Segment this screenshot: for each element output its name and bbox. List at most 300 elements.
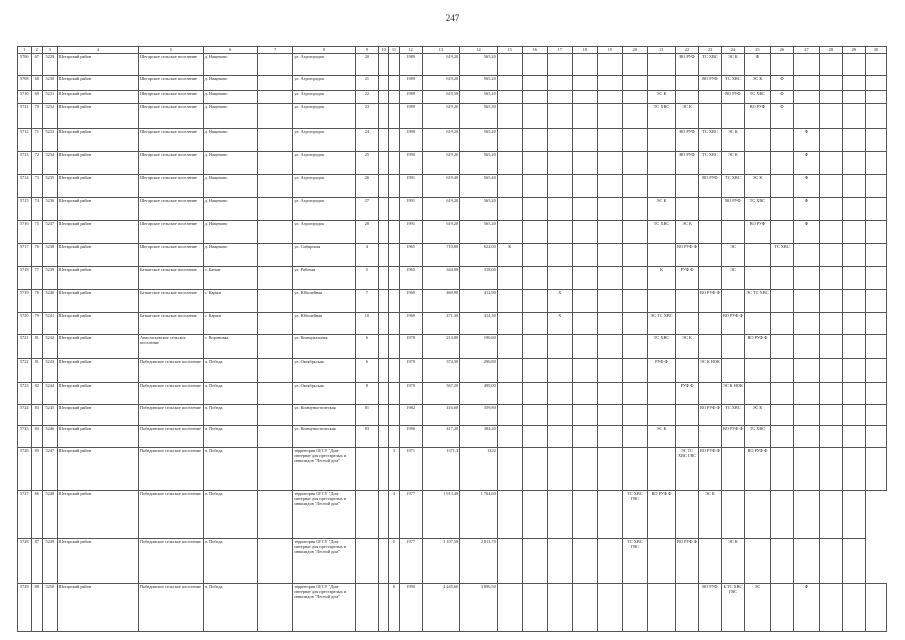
table-cell: ВО РУФ: [744, 221, 770, 244]
table-cell: [389, 313, 399, 335]
table-cell: 469,90: [422, 290, 460, 313]
table-cell: [865, 267, 886, 290]
table-cell: [497, 405, 522, 426]
table-cell: 7: [355, 290, 378, 313]
table-cell: 5248: [43, 491, 58, 539]
table-cell: [257, 175, 292, 198]
table-cell: [793, 491, 819, 539]
table-cell: 5240: [43, 290, 58, 313]
table-cell: [522, 383, 547, 405]
table-cell: ул. Коммунальная: [293, 335, 356, 359]
table-cell: 1969: [399, 313, 422, 335]
table-cell: Анастасьевское сельское поселение: [138, 335, 203, 359]
table-cell: ВО РУФ Ф: [676, 244, 699, 267]
table-cell: [819, 175, 842, 198]
table-cell: 565,40: [460, 175, 498, 198]
table-cell: [522, 76, 547, 91]
table-cell: 318,60: [460, 267, 498, 290]
table-cell: ЭС ТС ХВС: [744, 290, 770, 313]
table-cell: [676, 313, 699, 335]
table-row: [18, 54, 887, 76]
table-cell: [597, 539, 622, 584]
table-cell: [770, 584, 793, 632]
table-cell: 1989: [399, 54, 422, 76]
table-cell: 565,20: [460, 129, 498, 152]
table-cell: [378, 267, 388, 290]
table-cell: ВО РУФ Ф: [744, 335, 770, 359]
table-cell: [676, 491, 699, 539]
table-cell: [770, 54, 793, 76]
table-cell: [744, 359, 770, 383]
table-cell: [378, 175, 388, 198]
table-cell: ВО РУФ Ф: [676, 539, 699, 584]
table-cell: [676, 426, 699, 448]
table-cell: Шегарский район: [57, 175, 138, 198]
table-cell: [257, 267, 292, 290]
table-cell: 88: [31, 584, 42, 632]
table-cell: [819, 359, 842, 383]
table-cell: Ф: [793, 198, 819, 221]
table-cell: [819, 290, 842, 313]
table-cell: [819, 104, 842, 129]
table-cell: 6: [355, 335, 378, 359]
table-cell: [842, 584, 865, 632]
table-cell: 565,20: [460, 152, 498, 175]
table-cell: [497, 152, 522, 175]
table-cell: Баткатское сельское поселение: [138, 313, 203, 335]
table-cell: ЭС ТС ХВС ГВС: [676, 448, 699, 491]
table-row: [18, 448, 887, 491]
table-cell: [597, 244, 622, 267]
table-cell: [865, 313, 886, 335]
table-cell: ЭС: [721, 267, 744, 290]
column-header: 16: [522, 47, 547, 54]
table-cell: ул. Агрогородок: [293, 152, 356, 175]
table-cell: [522, 91, 547, 104]
table-cell: [842, 359, 865, 383]
table-cell: ЭС К: [721, 539, 744, 584]
table-cell: [793, 104, 819, 129]
table-cell: [770, 539, 793, 584]
table-cell: 79: [31, 313, 42, 335]
table-cell: 1 913,40: [422, 491, 460, 539]
table-cell: 1982: [399, 405, 422, 426]
table-cell: [676, 175, 699, 198]
table-cell: 619,20: [422, 221, 460, 244]
table-cell: [622, 405, 647, 426]
table-cell: [865, 175, 886, 198]
table-cell: 5719: [18, 290, 32, 313]
table-cell: Побединское сельское поселение: [138, 448, 203, 491]
table-cell: [497, 584, 522, 632]
table-cell: ул. Агрогородок: [293, 104, 356, 129]
table-cell: [770, 267, 793, 290]
table-cell: [389, 359, 399, 383]
table-cell: 5243: [43, 359, 58, 383]
table-cell: [522, 129, 547, 152]
table-cell: [842, 221, 865, 244]
table-cell: [622, 104, 647, 129]
table-cell: ЭС К: [676, 221, 699, 244]
table-cell: ВО РУФ: [721, 91, 744, 104]
table-cell: [819, 152, 842, 175]
table-cell: ЭС К: [744, 76, 770, 91]
table-cell: 619,20: [422, 152, 460, 175]
table-cell: [572, 405, 597, 426]
table-cell: 619,20: [422, 129, 460, 152]
table-cell: К: [647, 267, 675, 290]
table-cell: [865, 129, 886, 152]
table-cell: Шегарский район: [57, 91, 138, 104]
table-cell: [547, 198, 572, 221]
table-cell: д. Нащеково: [203, 104, 257, 129]
table-cell: 1971: [399, 448, 422, 491]
table-cell: [378, 244, 388, 267]
table-cell: Шегарское сельское поселение: [138, 104, 203, 129]
table-cell: ВО РУФ: [676, 54, 699, 76]
table-cell: 5711: [18, 104, 32, 129]
table-cell: [865, 221, 886, 244]
table-cell: ВО РУФ Ф: [699, 405, 722, 426]
table-cell: [647, 175, 675, 198]
table-cell: [378, 152, 388, 175]
table-cell: [647, 244, 675, 267]
table-cell: ВО РУФ Ф: [744, 448, 770, 491]
table-cell: [842, 76, 865, 91]
column-header: 21: [647, 47, 675, 54]
table-cell: [572, 129, 597, 152]
table-cell: ЭС К НОК: [699, 359, 722, 383]
table-cell: [676, 91, 699, 104]
table-cell: ул. Октябрьская: [293, 383, 356, 405]
table-cell: 5727: [18, 491, 32, 539]
table-cell: ВО РУФ: [699, 76, 722, 91]
table-cell: 5241: [43, 313, 58, 335]
table-cell: Шегарское сельское поселение: [138, 54, 203, 76]
table-cell: [647, 152, 675, 175]
table-cell: [389, 405, 399, 426]
table-cell: 84: [31, 426, 42, 448]
table-cell: [622, 584, 647, 632]
table-cell: Ф: [744, 54, 770, 76]
table-row: [18, 405, 887, 426]
table-row: [18, 175, 887, 198]
table-cell: ул. Агрогородок: [293, 76, 356, 91]
table-cell: [497, 267, 522, 290]
table-cell: ул. Агрогородок: [293, 129, 356, 152]
table-cell: [744, 313, 770, 335]
table-cell: 384,20: [460, 426, 498, 448]
table-cell: [699, 198, 722, 221]
table-cell: Шегарское сельское поселение: [138, 198, 203, 221]
table-cell: [842, 152, 865, 175]
table-cell: [793, 426, 819, 448]
column-number-header: [18, 47, 887, 54]
table-cell: 4: [355, 244, 378, 267]
table-cell: [699, 313, 722, 335]
table-row: [18, 91, 887, 104]
table-cell: [793, 244, 819, 267]
table-cell: Шегарский район: [57, 54, 138, 76]
table-cell: [744, 244, 770, 267]
table-cell: с. Карым: [203, 290, 257, 313]
table-cell: [572, 76, 597, 91]
column-header: 2: [31, 47, 42, 54]
table-cell: [547, 584, 572, 632]
table-cell: [547, 244, 572, 267]
table-cell: [389, 175, 399, 198]
table-cell: [793, 383, 819, 405]
table-cell: [572, 244, 597, 267]
table-cell: 1989: [399, 104, 422, 129]
table-cell: ВО РУФ Ф: [721, 313, 744, 335]
table-cell: ЭС К: [647, 91, 675, 104]
table-cell: 75: [31, 221, 42, 244]
table-cell: территория ОГСУ "Дом-интернат для престарелых и инвалидов "Лесной дом": [293, 491, 356, 539]
table-cell: [647, 54, 675, 76]
table-cell: ВО РУФ: [699, 584, 722, 632]
column-header: 25: [744, 47, 770, 54]
table-cell: 5232: [43, 104, 58, 129]
table-cell: 1977: [399, 539, 422, 584]
table-cell: [819, 244, 842, 267]
table-row: [18, 152, 887, 175]
table-cell: 619,20: [422, 198, 460, 221]
table-cell: [770, 426, 793, 448]
table-cell: К: [497, 244, 522, 267]
table-cell: ЭС К НОК: [721, 383, 744, 405]
table-cell: 77: [31, 267, 42, 290]
table-cell: [522, 405, 547, 426]
column-header: 3: [43, 47, 58, 54]
table-cell: [389, 104, 399, 129]
table-cell: Шегарское сельское поселение: [138, 152, 203, 175]
table-cell: [770, 359, 793, 383]
table-cell: ТС ХВС: [721, 175, 744, 198]
table-cell: 69: [31, 91, 42, 104]
table-cell: 619,20: [422, 104, 460, 129]
table-cell: 619,40: [422, 175, 460, 198]
table-cell: [770, 129, 793, 152]
table-row: [18, 539, 887, 584]
table-cell: 565,20: [460, 76, 498, 91]
column-header: 29: [842, 47, 865, 54]
table-cell: [770, 448, 793, 491]
table-cell: п. Победа: [203, 359, 257, 383]
table-cell: Шегарский район: [57, 244, 138, 267]
table-cell: [721, 448, 744, 491]
table-cell: [819, 584, 842, 632]
table-cell: [647, 405, 675, 426]
table-cell: 5235: [43, 175, 58, 198]
table-cell: 190,60: [460, 335, 498, 359]
table-cell: Побединское сельское поселение: [138, 426, 203, 448]
table-cell: Ф: [770, 91, 793, 104]
table-cell: 87: [31, 539, 42, 584]
table-cell: 70: [31, 104, 42, 129]
table-cell: 1990: [399, 152, 422, 175]
table-cell: Шегарский район: [57, 405, 138, 426]
table-cell: [522, 152, 547, 175]
table-cell: ТС ХВС: [744, 198, 770, 221]
table-cell: Шегарский район: [57, 359, 138, 383]
table-cell: [865, 584, 886, 632]
table-cell: [819, 54, 842, 76]
table-cell: [597, 584, 622, 632]
table-cell: Шегарский район: [57, 221, 138, 244]
table-cell: [378, 76, 388, 91]
table-cell: [597, 267, 622, 290]
column-header: 10: [378, 47, 388, 54]
table-cell: [819, 405, 842, 426]
table-cell: [842, 175, 865, 198]
table-cell: [547, 359, 572, 383]
table-cell: [597, 91, 622, 104]
table-cell: [647, 129, 675, 152]
table-cell: [699, 221, 722, 244]
table-cell: [547, 76, 572, 91]
table-cell: 5234: [43, 152, 58, 175]
table-cell: Побединское сельское поселение: [138, 359, 203, 383]
table-cell: 5706: [18, 54, 32, 76]
table-row: [18, 335, 887, 359]
table-cell: п. Победа: [203, 383, 257, 405]
page-number: 247: [445, 13, 460, 23]
table-cell: [819, 267, 842, 290]
table-cell: [497, 448, 522, 491]
table-cell: [699, 91, 722, 104]
table-cell: 5247: [43, 448, 58, 491]
table-cell: 1989: [399, 76, 422, 91]
table-cell: [622, 129, 647, 152]
table-cell: [597, 129, 622, 152]
table-cell: [865, 198, 886, 221]
table-cell: 5721: [18, 335, 32, 359]
table-cell: [497, 335, 522, 359]
table-cell: [572, 584, 597, 632]
table-cell: [257, 152, 292, 175]
table-cell: 5236: [43, 198, 58, 221]
column-header: 19: [597, 47, 622, 54]
table-cell: 1371,3: [422, 448, 460, 491]
table-cell: Х: [547, 290, 572, 313]
table-cell: [572, 267, 597, 290]
table-cell: Шегарский район: [57, 76, 138, 91]
table-cell: [572, 335, 597, 359]
table-cell: 416,60: [422, 405, 460, 426]
table-cell: [522, 54, 547, 76]
table-cell: ЭС К: [744, 175, 770, 198]
table-cell: [522, 335, 547, 359]
table-cell: ЭС К: [699, 491, 722, 539]
table-cell: 71: [31, 129, 42, 152]
table-cell: [572, 359, 597, 383]
table-cell: [497, 290, 522, 313]
table-cell: [842, 383, 865, 405]
table-cell: [819, 129, 842, 152]
table-cell: [257, 491, 292, 539]
table-cell: [572, 54, 597, 76]
table-cell: [547, 448, 572, 491]
table-cell: [497, 221, 522, 244]
table-cell: 76: [31, 244, 42, 267]
table-cell: [389, 221, 399, 244]
table-row: [18, 221, 887, 244]
table-cell: [793, 405, 819, 426]
table-cell: [378, 448, 388, 491]
column-header: 6: [203, 47, 257, 54]
table-cell: ТС ХВС: [699, 129, 722, 152]
table-cell: [842, 491, 865, 539]
table-cell: 5725: [18, 426, 32, 448]
table-cell: [547, 539, 572, 584]
table-cell: с. Вороновка: [203, 335, 257, 359]
table-cell: 72: [31, 152, 42, 175]
table-cell: [744, 152, 770, 175]
table-cell: д. Нащеково: [203, 152, 257, 175]
table-cell: [572, 152, 597, 175]
table-cell: Шегарский район: [57, 491, 138, 539]
table-cell: ТС ХВС: [744, 426, 770, 448]
table-cell: [865, 104, 886, 129]
table-cell: [770, 152, 793, 175]
table-cell: [497, 91, 522, 104]
table-cell: [676, 359, 699, 383]
table-cell: ВО РУФ Ф: [647, 491, 675, 539]
column-header: 26: [770, 47, 793, 54]
table-cell: [378, 405, 388, 426]
table-cell: [865, 54, 886, 76]
table-cell: 5717: [18, 244, 32, 267]
table-cell: [819, 539, 842, 584]
table-cell: [865, 244, 886, 267]
table-cell: [647, 584, 675, 632]
table-cell: [865, 76, 886, 91]
table-row: [18, 104, 887, 129]
table-cell: ВО РУФ Ф: [699, 448, 722, 491]
table-cell: 68: [31, 76, 42, 91]
table-cell: [819, 313, 842, 335]
table-cell: [676, 584, 699, 632]
table-cell: ЭС К: [676, 335, 699, 359]
table-cell: 622,00: [460, 244, 498, 267]
table-cell: Побединское сельское поселение: [138, 405, 203, 426]
table-cell: [597, 290, 622, 313]
table-cell: [865, 152, 886, 175]
table-cell: [819, 221, 842, 244]
table-cell: [744, 129, 770, 152]
table-cell: ТС ХВС: [699, 54, 722, 76]
table-cell: [647, 290, 675, 313]
table-cell: РУФ Ф: [676, 267, 699, 290]
table-cell: [819, 91, 842, 104]
table-cell: [597, 104, 622, 129]
table-cell: [770, 405, 793, 426]
table-cell: [497, 76, 522, 91]
table-cell: 1989: [399, 91, 422, 104]
table-cell: [547, 221, 572, 244]
table-cell: 5716: [18, 221, 32, 244]
table-cell: Побединское сельское поселение: [138, 491, 203, 539]
table-cell: [699, 539, 722, 584]
column-header: 5: [138, 47, 203, 54]
table-cell: [572, 104, 597, 129]
table-cell: с. Карым: [203, 313, 257, 335]
table-cell: [793, 313, 819, 335]
table-cell: Б ТС ХВС ГВС: [721, 584, 744, 632]
table-cell: Шегарский район: [57, 383, 138, 405]
table-cell: 5723: [18, 383, 32, 405]
